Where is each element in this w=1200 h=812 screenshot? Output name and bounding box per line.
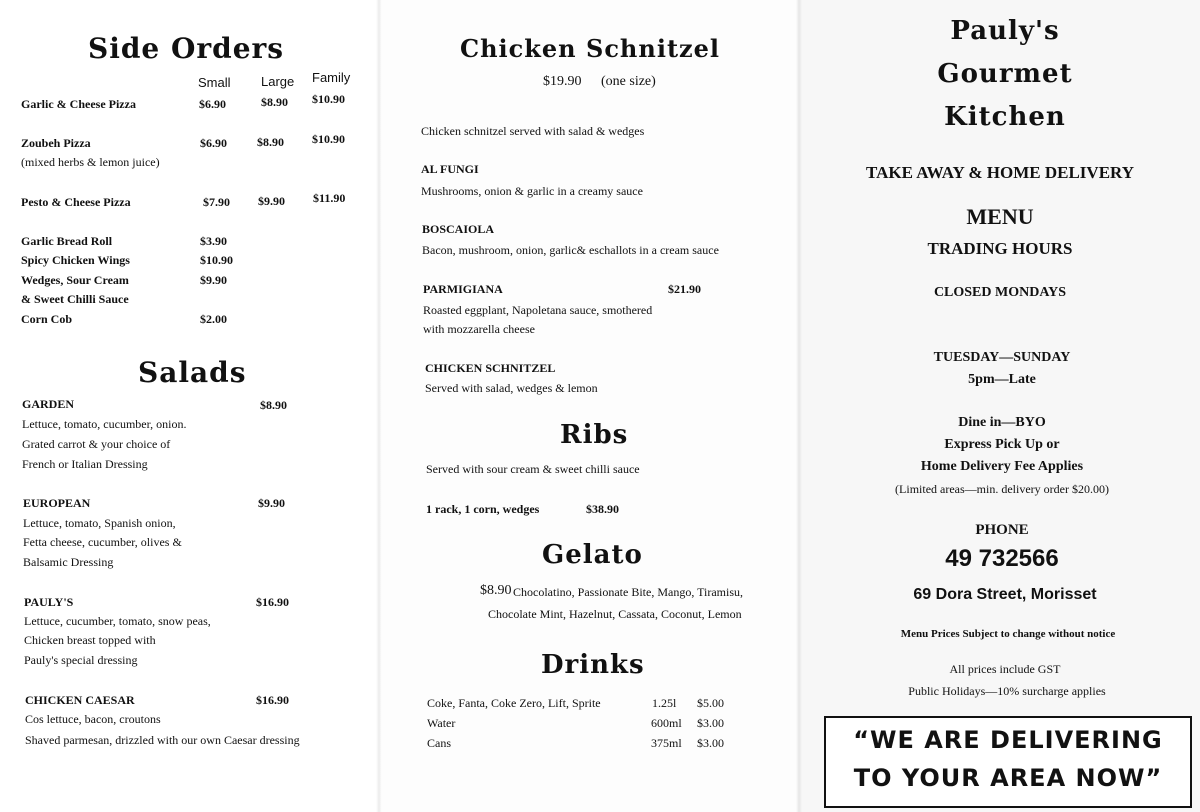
ribs-price: $38.90 [586, 502, 619, 516]
schnitzel-desc: Served with salad, wedges & lemon [425, 381, 598, 395]
schnitzel-heading: Chicken Schnitzel [460, 34, 721, 63]
price: $3.90 [200, 234, 227, 248]
delivery-banner-line1: “WE ARE DELIVERING [853, 726, 1163, 754]
takeaway-delivery: TAKE AWAY & HOME DELIVERY [866, 163, 1134, 182]
salad-price: $8.90 [260, 398, 287, 412]
phone-label: PHONE [975, 522, 1029, 538]
schnitzel-desc: Mushrooms, onion & garlic in a creamy sauce [421, 184, 643, 198]
menu-item-name: Garlic & Cheese Pizza [21, 97, 136, 111]
salad-desc: Fetta cheese, cucumber, olives & [23, 535, 182, 549]
delivery-fee: Home Delivery Fee Applies [920, 459, 1084, 474]
menu-item-name: Pesto & Cheese Pizza [21, 195, 131, 209]
delivery-banner-line2: TO YOUR AREA NOW” [853, 764, 1163, 792]
menu-item-name-cont: & Sweet Chilli Sauce [21, 292, 129, 306]
gelato-heading: Gelato [542, 540, 643, 570]
gst-notice: All prices include GST [949, 662, 1061, 676]
salad-name: GARDEN [22, 397, 75, 411]
salad-desc: Shaved parmesan, drizzled with our own Caesar dressing [25, 733, 300, 747]
menu-item-name: Spicy Chicken Wings [21, 253, 130, 267]
schnitzel-desc: Roasted eggplant, Napoletana sauce, smothered [423, 303, 653, 317]
price: $2.00 [200, 312, 227, 326]
price-family: $10.90 [312, 92, 345, 106]
middle-panel [380, 0, 800, 812]
delivery-banner [824, 716, 1192, 808]
price-small: $7.90 [203, 195, 230, 209]
salad-desc: Pauly's special dressing [24, 653, 138, 667]
ribs-item: 1 rack, 1 corn, wedges [426, 502, 540, 516]
ribs-heading: Ribs [560, 420, 629, 450]
price-small: $6.90 [200, 136, 227, 150]
schnitzel-intro: Chicken schnitzel served with salad & wedges [421, 124, 645, 138]
salad-price: $16.90 [256, 693, 289, 707]
salad-desc: Lettuce, tomato, cucumber, onion. [22, 417, 187, 431]
price-family: $11.90 [313, 191, 346, 205]
drink-name: Cans [427, 736, 451, 750]
price-large: $8.90 [257, 135, 284, 149]
price-large: $9.90 [258, 194, 285, 208]
ribs-desc: Served with sour cream & sweet chilli sauce [426, 462, 640, 476]
schnitzel-desc: with mozzarella cheese [423, 322, 535, 336]
price-large: $8.90 [261, 95, 288, 109]
schnitzel-name: CHICKEN SCHNITZEL [425, 361, 556, 375]
salad-price: $9.90 [258, 496, 285, 510]
dine-in-byo: Dine in—BYO [958, 415, 1046, 430]
side-orders-heading: Side Orders [88, 32, 285, 65]
gelato-flavours-2: Chocolate Mint, Hazelnut, Cassata, Coconut, Lemon [488, 607, 742, 621]
schnitzel-name: PARMIGIANA [423, 282, 503, 296]
restaurant-name-line3: Kitchen [944, 102, 1066, 132]
drink-size: 375ml [651, 736, 682, 750]
salad-desc: Lettuce, cucumber, tomato, snow peas, [24, 614, 211, 628]
menu-item-name: Corn Cob [21, 312, 73, 326]
salad-desc: Balsamic Dressing [23, 555, 114, 569]
col-family-header: Family [312, 70, 351, 85]
drink-price: $5.00 [697, 696, 724, 710]
drink-price: $3.00 [697, 716, 724, 730]
drink-name: Coke, Fanta, Coke Zero, Lift, Sprite [427, 696, 601, 710]
salad-name: CHICKEN CAESAR [25, 693, 135, 707]
schnitzel-name: BOSCAIOLA [422, 222, 495, 236]
salad-name: EUROPEAN [23, 496, 91, 510]
salads-heading: Salads [138, 356, 247, 389]
public-holiday-surcharge: Public Holidays—10% surcharge applies [908, 684, 1106, 698]
drink-name: Water [427, 716, 456, 730]
drinks-heading: Drinks [541, 650, 645, 680]
menu-label: MENU [966, 204, 1034, 229]
menu-item-name: Zoubeh Pizza [21, 136, 91, 150]
menu-item-name: Wedges, Sour Cream [21, 273, 129, 287]
delivery-limits: (Limited areas—min. delivery order $20.00) [895, 482, 1109, 496]
salad-desc: Lettuce, tomato, Spanish onion, [23, 516, 176, 530]
schnitzel-desc: Bacon, mushroom, onion, garlic& eschallots in a cream sauce [422, 243, 719, 257]
schnitzel-price: $21.90 [668, 282, 701, 296]
col-small-header: Small [198, 75, 231, 90]
price-family: $10.90 [312, 132, 345, 146]
gelato-price: $8.90 [480, 583, 512, 598]
salad-desc: Chicken breast topped with [24, 633, 156, 647]
salad-name: PAULY'S [24, 595, 74, 609]
schnitzel-name: AL FUNGI [421, 162, 479, 176]
drink-price: $3.00 [697, 736, 724, 750]
closed-mondays: CLOSED MONDAYS [933, 285, 1067, 300]
price-small: $6.90 [199, 97, 226, 111]
menu-item-note: (mixed herbs & lemon juice) [21, 155, 160, 169]
price: $10.90 [200, 253, 233, 267]
col-large-header: Large [261, 74, 295, 89]
restaurant-name-line1: Pauly's [950, 16, 1060, 46]
express-pickup: Express Pick Up or [944, 437, 1060, 452]
drink-size: 1.25l [652, 696, 677, 710]
restaurant-name-line2: Gourmet [937, 59, 1073, 89]
menu-item-name: Garlic Bread Roll [21, 234, 113, 248]
price-notice: Menu Prices Subject to change without notice [900, 628, 1116, 640]
salad-desc: French or Italian Dressing [22, 457, 148, 471]
price: $9.90 [200, 273, 227, 287]
drink-size: 600ml [651, 716, 682, 730]
street-address: 69 Dora Street, Morisset [913, 586, 1097, 603]
phone-number: 49 732566 [945, 545, 1059, 572]
schnitzel-price: $19.90 [543, 74, 582, 89]
gelato-flavours-1: Chocolatino, Passionate Bite, Mango, Tiramisu, [513, 585, 743, 599]
salad-desc: Grated carrot & your choice of [22, 437, 171, 451]
salad-desc: Cos lettuce, bacon, croutons [25, 712, 161, 726]
salad-price: $16.90 [256, 595, 289, 609]
schnitzel-size: (one size) [601, 74, 656, 89]
open-hours: 5pm—Late [968, 372, 1036, 387]
trading-hours-label: TRADING HOURS [927, 239, 1073, 258]
fold-line-left [376, 0, 382, 812]
open-days: TUESDAY—SUNDAY [933, 350, 1071, 365]
